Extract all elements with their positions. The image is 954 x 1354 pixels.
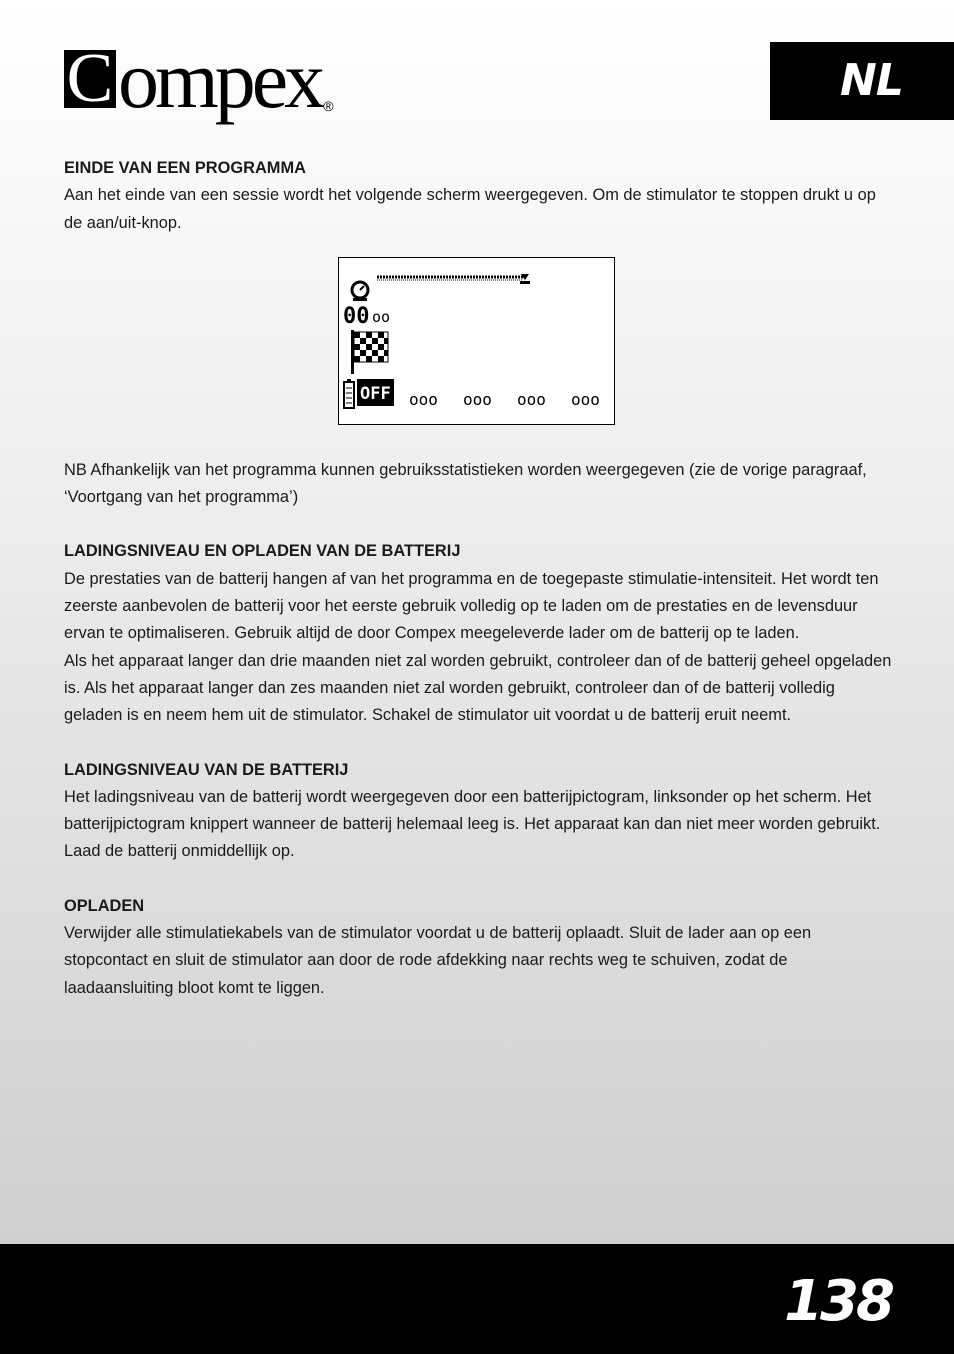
progress-bar: [377, 274, 530, 284]
timer-minor: oo: [372, 307, 391, 326]
lcd-figure: [64, 237, 894, 457]
section-text-battery-level: Het ladingsniveau van de batterij wordt weergegeven door een batterijpictogram, linksonder op het scherm. Het batterijpictogram knippert wanneer de batterij helemaal leeg is. Het apparaat kan dan niet meer worden gebruikt. Laad de batterij onmiddellijk op.: [64, 787, 881, 861]
section-text-end-program: Aan het einde van een sessie wordt het volgende scherm weergegeven. Om de stimulator te stoppen drukt u op de aan/uit-knop.: [64, 186, 876, 232]
language-tab: NL: [770, 42, 954, 120]
timer-major: 00: [343, 303, 370, 329]
logo-text: ompex: [118, 34, 322, 125]
lcd-drawing: [339, 258, 614, 424]
section-title-charging: OPLADEN: [64, 896, 145, 915]
compex-logo: [64, 34, 334, 125]
clock-icon: [352, 282, 368, 301]
off-label: OFF: [360, 383, 391, 404]
channel-4: ooo: [571, 389, 600, 409]
channel-1: ooo: [409, 389, 438, 409]
section-text-battery-charge-1: De prestaties van de batterij hangen af van het programma en de toegepaste stimulatie-intensiteit. Het wordt ten zeerste aanbevolen de batterij voor het eerste gebruik volledig op te laden om de prestaties en de levensduur ervan te optimaliseren. Gebruik altijd de door Compex meegeleverde lader om de batterij op te laden.: [64, 569, 879, 643]
section-text-charging: Verwijder alle stimulatiekabels van de stimulator voordat u de batterij oplaadt. Sluit de lader aan op een stopcontact en sluit de stimulator aan door de rode afdekking naar rechts weg te schuiven, zodat de laadaansluiting bloot komt te liggen.: [64, 924, 812, 997]
page-footer: [0, 1244, 954, 1354]
channel-3: ooo: [517, 389, 546, 409]
channel-2: ooo: [463, 389, 492, 409]
page-content: [64, 155, 894, 1002]
page-number: 138: [784, 1269, 892, 1334]
section-text-battery-charge-2: Als het apparaat langer dan drie maanden niet zal worden gebruikt, controleer dan of de batterij geheel opgeladen is. Als het apparaat langer dan zes maanden niet zal worden gebruikt, controleer dan of de batterij volledig geladen is en neem hem uit de stimulator. Schakel de stimulator uit voordat u de batterij eruit neemt.: [64, 651, 892, 725]
logo-c: C: [64, 50, 116, 108]
section-title-end-program: EINDE VAN EEN PROGRAMMA: [64, 159, 306, 177]
note-text: NB Afhankelijk van het programma kunnen gebruiksstatistieken worden weergegeven (zie de vorige paragraaf, ‘Voortgang van het programma’): [64, 460, 867, 507]
section-title-battery-charge: LADINGSNIVEAU EN OPLADEN VAN DE BATTERIJ: [64, 542, 461, 561]
registered-mark: ®: [323, 98, 334, 114]
section-title-battery-level: LADINGSNIVEAU VAN DE BATTERIJ: [64, 760, 349, 779]
flag-icon: [351, 330, 388, 374]
lcd-screen: [338, 257, 615, 425]
battery-icon: [344, 379, 354, 408]
